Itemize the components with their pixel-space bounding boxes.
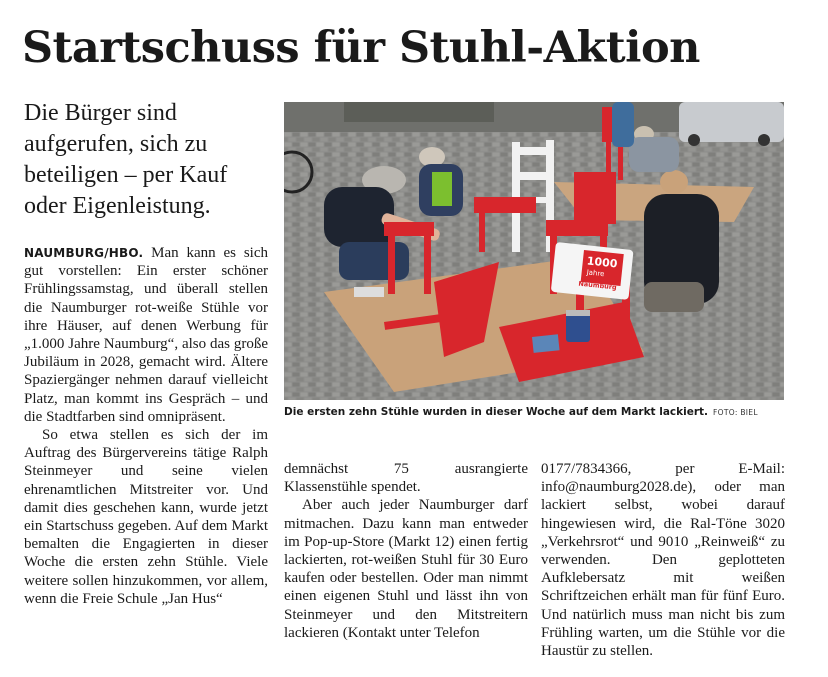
paragraph-3: demnächst 75 ausrangierte Klassenstühle spendet.	[284, 461, 528, 496]
paragraph-5: 0177/7834366, per E-Mail: info@naumburg2028.de), oder man lackiert selbst, wobei darauf hingewiesen wird, die Ral-Töne 3020 „Verkehrsrot“ und 9010 „Reinweiß“ zu verwenden. Den geplotteten Aufklebersatz mit weißen Schriftzeichen erhält man für fünf Euro. Und natürlich muss man nicht bis zum Frühling warten, um die Stühle vor die Haustür zu stellen.	[541, 461, 785, 660]
photo-credit: FOTO: BIEL	[713, 408, 758, 417]
article-column-2	[284, 460, 528, 642]
sign-text-jahre: Jahre	[586, 268, 605, 279]
dateline: NAUMBURG/HBO.	[24, 246, 144, 260]
sign-text-1000: 1000	[586, 254, 619, 271]
article-column-3	[541, 460, 785, 660]
photo-caption	[284, 405, 784, 420]
article-photo	[284, 102, 784, 400]
paragraph-1	[24, 244, 268, 426]
article-subhead: Die Bürger sind aufgerufen, sich zu beteiligen – per Kauf oder Eigenleistung.	[24, 100, 228, 219]
paragraph-4: Aber auch jeder Naumburger darf mitmachen. Dazu kann man entweder im Pop-up-Store (Markt 12) einen fertig lackierten, rot-weißen Stuhl für 30 Euro kaufen oder bestellen. Oder man nimmt einen eigenen Stuhl und lässt ihn von Steinmeyer und den Mitstreitern lackieren (Kontakt unter Telefon	[284, 497, 528, 641]
article-column-1	[24, 244, 268, 608]
photo-illustration	[284, 102, 784, 400]
article-headline: Startschuss für Stuhl-Aktion	[22, 23, 700, 73]
sign-text-naumburg: Naumburg	[578, 279, 618, 292]
paragraph-2: So etwa stellen es sich der im Auftrag des Bürgervereins tätige Ralph Steinmeyer und seine vielen ehrenamtlichen Mitstreiter vor. Und damit dies geschehen kann, wurde jetzt ein Startschuss gegeben. Auf dem Markt bemalten die Engagierten in dieser Woche die ersten zehn Stühle. Viele weitere sollen hinzukommen, vor allem, wenn die Freie Schule „Jan Hus“	[24, 427, 268, 607]
caption-text: Die ersten zehn Stühle wurden in dieser Woche auf dem Markt lackiert.	[284, 406, 709, 418]
paragraph-1-text: Man kann es sich gut vorstellen: Ein erster schöner Frühlingssamstag, und überall stellen die Naumburger rot-weiße Stühle vor ihre Häuser, auf denen Werbung für „1.000 Jahre Naumburg“, also das große Jubiläum in 2028, gemacht wird. Ältere Spaziergänger nehmen darauf vielleicht Platz, man kommt ins Gespräch – und die Stadtfarben sind omnipräsent.	[24, 245, 269, 425]
